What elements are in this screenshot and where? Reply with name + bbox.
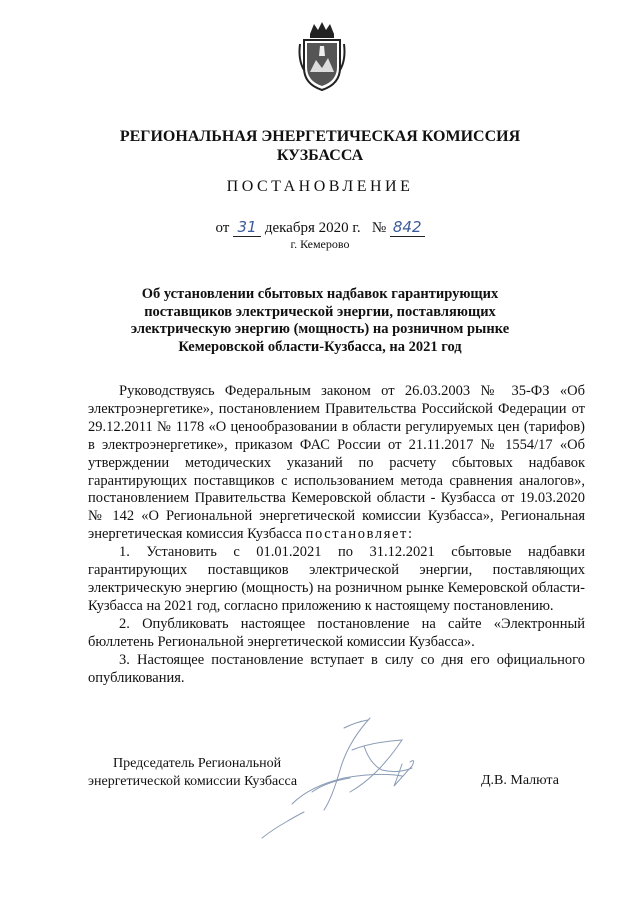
position-line1: Председатель Региональной bbox=[113, 756, 282, 771]
issuer-title-line1: РЕГИОНАЛЬНАЯ ЭНЕРГЕТИЧЕСКАЯ КОМИССИЯ bbox=[119, 128, 521, 145]
date-prefix: от bbox=[215, 220, 230, 236]
date-month-year: декабря 2020 г. bbox=[264, 220, 361, 236]
signatory-position bbox=[88, 755, 297, 791]
subject-line4: Кемеровской области-Кузбасса, на 2021 год bbox=[178, 338, 462, 355]
item-1: 1. Установить с 01.01.2021 по 31.12.2021 сбытовые надбавки гарантирующих поставщиков электрической энергии, поставляющих электрическую энергию (мощность) на розничном рынке Кемеровской области-Кузбасса на 2021 год, согласно приложению к настоящему постановлению. bbox=[88, 544, 585, 614]
date-line bbox=[0, 218, 640, 237]
number-sign: № bbox=[371, 220, 387, 236]
subject-line2: поставщиков электрической энергии, поставляющих bbox=[144, 303, 496, 320]
date-day: 31 bbox=[233, 218, 261, 237]
decree-word: постановляет: bbox=[305, 526, 414, 543]
item-3: 3. Настоящее постановление вступает в силу со дня его официального опубликования. bbox=[88, 651, 585, 686]
signatory-name: Д.В. Малюта bbox=[481, 773, 559, 788]
coat-of-arms-icon bbox=[296, 20, 348, 92]
preamble-text: Руководствуясь Федеральным законом от 26.03.2003 № 35-ФЗ «Об электроэнергетике», постановлением Правительства Российской Федерации от 29.12.2011 № 1178 «О ценообразовании в области регулируемых цен (тарифов) в электроэнергетике», приказом ФАС России от 21.11.2017 № 1554/17 «Об утверждении методических указаний по расчету сбытовых надбавок гарантирующих поставщиков с использованием метода сравнения аналогов», постановлением Правительства Кемеровской области - Кузбасса от 19.03.2020 № 142 «О Региональной энергетической комиссии Кузбасса», Региональная энергетическая комиссия Кузбасса bbox=[88, 383, 585, 543]
document-number: 842 bbox=[390, 218, 425, 237]
document-subject bbox=[0, 286, 640, 356]
item-2: 2. Опубликовать настоящее постановление на сайте «Электронный бюллетень Региональной энергетической комиссии Кузбасса». bbox=[88, 615, 585, 650]
document-type: ПОСТАНОВЛЕНИЕ bbox=[226, 178, 414, 195]
city: г. Кемерово bbox=[290, 237, 350, 251]
issuer-title bbox=[0, 127, 640, 165]
subject-line3: электрическую энергию (мощность) на розничном рынке bbox=[130, 321, 510, 337]
document-body bbox=[88, 383, 585, 687]
position-line2: энергетической комиссии Кузбасса bbox=[88, 774, 298, 789]
issuer-title-line2: КУЗБАССА bbox=[276, 147, 364, 164]
subject-line1: Об установлении сбытовых надбавок гарантирующих bbox=[141, 286, 499, 302]
preamble-paragraph bbox=[88, 383, 585, 544]
